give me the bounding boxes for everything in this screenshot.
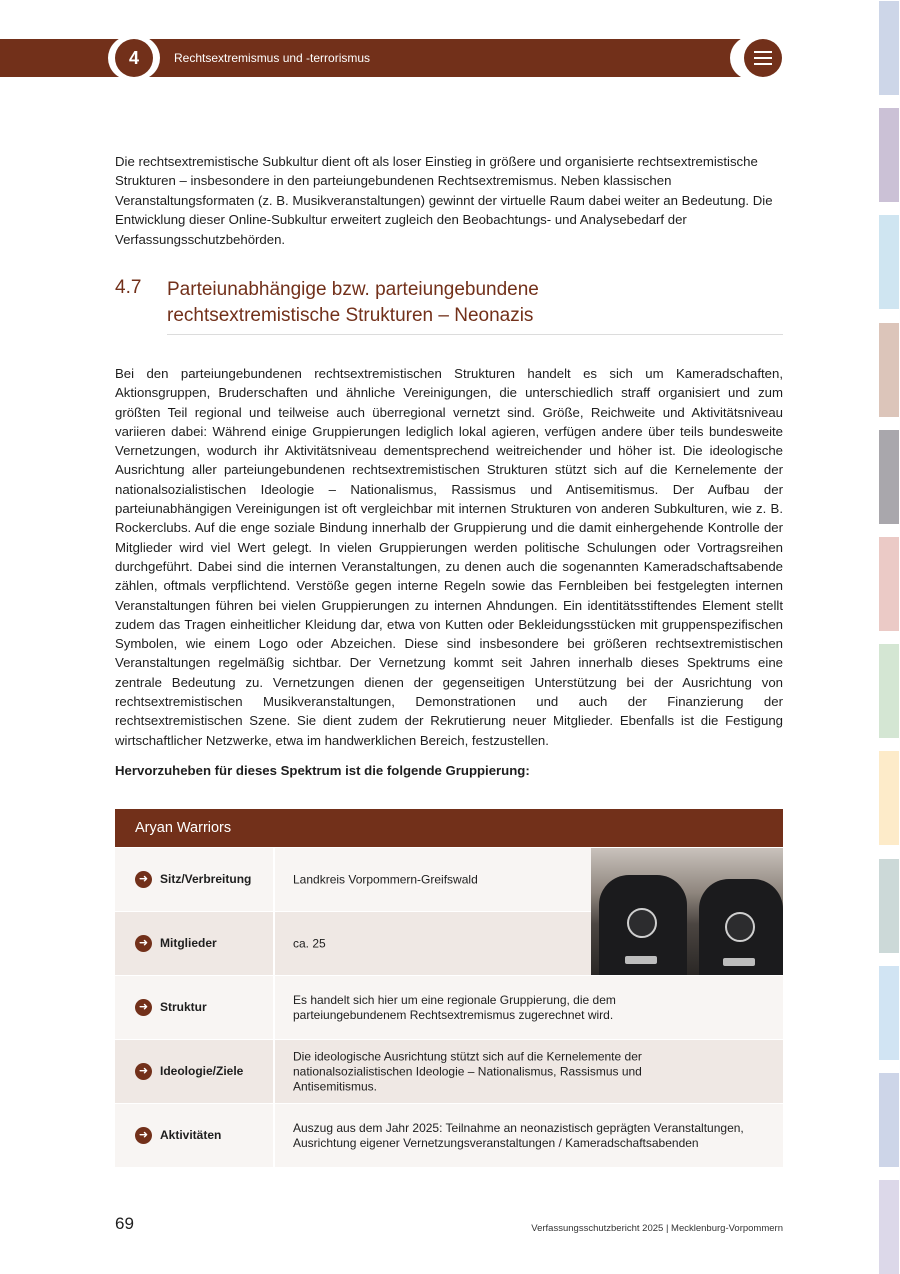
profile-row-value: Auszug aus dem Jahr 2025: Teilnahme an neonazistisch geprägten Veranstaltungen, Ausrichtung eigener Vernetzungsveranstaltungen / Kameradschaftsabenden [293,1120,744,1150]
section-number: 4.7 [115,277,142,298]
lead-in-text: Hervorzuheben für dieses Spektrum ist die folgende Gruppierung: [115,763,530,778]
body-paragraph: Bei den parteiungebundenen rechtsextremistischen Strukturen handelt es sich um Kameradschaften, Aktionsgruppen, Bruderschaften und ähnliche Vereinigungen, die unterschiedlich straff organisiert und zum größten Teil regional und teilweise auch überregional vernetzt sind. Größe, Reichweite und Aktivitätsniveau variieren dabei: Während einige Gruppierungen lediglich lokal agieren, verfügen andere über teils bundesweite Vernetzungen, wodurch ihr Aktivitätsniveau dementsprechend weitreichender und höher ist. Die ideologische Ausrichtung aller parteiungebundenen rechtsextremistischen Strukturen stützt sich auf die Kernelemente der nationalsozialistischen Ideologie – Nationalismus, Rassismus und Antisemitismus. Der Aufbau der parteiunabhängigen Vereinigungen ist oft vergleichbar mit internen Strukturen von anderen Subkulturen, wie z. B. Rockerclubs. Auf die enge soziale Bindung innerhalb der Gruppierung und die damit einhergehende Kontrolle der Mitglieder wird viel Wert gelegt. In vielen Gruppierungen werden politische Schulungen oder Vortragsreihen durchgeführt. Dabei sind die internen Veranstaltungen, zu denen auch die sogenannten Kameradschaftsabende zählen, oftmals verpflichtend. Verstöße gegen interne Regeln sowie das Fernbleiben bei festgelegten internen Veranstaltungen führen bei vielen Gruppierungen zu internen Ahndungen. Ein identitätsstiftendes Element stellt zudem das Tragen einheitlicher Kleidung dar, etwa von Kutten oder Bekleidungsstücken mit gruppenspezifischen Symbolen, wie einem Logo oder Abzeichen. Diese sind insbesondere bei größeren rechtsextremistischen Veranstaltungen regelmäßig sichtbar. Der Vernetzung kommt seit Jahren innerhalb dieses Spektrums eine zentrale Bedeutung zu. Vernetzungen dienen der gegenseitigen Unterstützung bei der Ausrichtung von rechtsextremistischen Musikveranstaltungen, Demonstrationen und auch der Finanzierung der rechtsextremistischen Szene. Sie dient zudem der Rekrutierung neuer Mitglieder. Ebenfalls ist die Festigung wirtschaftlicher Netzwerke, etwa im handwerklichen Bereich, festzustellen. [115,366,783,748]
profile-row-aktivitaeten [115,1104,783,1167]
chapter-tab-8[interactable] [879,751,899,845]
profile-row-label-cell [115,1104,273,1167]
profile-row-label-cell [115,848,273,911]
section-title-line-2: rechtsextremistische Strukturen – Neonazis [167,305,534,326]
menu-bar [754,63,772,65]
profile-row-struktur [115,976,783,1039]
arrow-right-circle-icon: ➜ [135,935,152,952]
section-title [167,277,727,329]
group-name-header: Aryan Warriors [115,809,783,847]
section-divider [167,334,783,335]
profile-row-label: Ideologie/Ziele [160,1064,244,1078]
profile-row-label: Struktur [160,1000,207,1014]
profile-row-label: Mitglieder [160,936,217,950]
group-members-photo [591,848,783,975]
chapter-tab-1[interactable] [879,1,899,95]
group-profile-table [115,809,783,1167]
intro-paragraph: Die rechtsextremistische Subkultur dient oft als loser Einstieg in größere und organisierte rechtsextremistische Strukturen – insbesondere in den parteiungebundenen Rechtsextremismus. Neben klassischen Veranstaltungsformaten (z. B. Musikveranstaltungen) gewinnt der virtuelle Raum dabei weiter an Bedeutung. Die Entwicklung dieser Online-Subkultur erweitert zugleich den Beobachtungs- und Analysebedarf der Verfassungsschutzbehörden. [115,154,773,247]
arrow-right-circle-icon: ➜ [135,999,152,1016]
menu-bar [754,51,772,53]
chapter-tab-6[interactable] [879,537,899,631]
group-emblem-icon [627,908,657,938]
profile-row-label-cell [115,912,273,975]
chapter-tab-12[interactable] [879,1180,899,1274]
chapter-tab-4[interactable] [879,323,899,417]
chapter-tab-9[interactable] [879,859,899,953]
group-emblem-icon [725,912,755,942]
profile-row-value-cell [275,976,783,1039]
region-patch-right [723,958,755,966]
arrow-right-circle-icon: ➜ [135,1127,152,1144]
region-patch-left [625,956,657,964]
profile-row-label: Sitz/Verbreitung [160,872,252,886]
page-number: 69 [115,1214,134,1233]
publication-footer: Verfassungsschutzbericht 2025 | Mecklenburg-Vorpommern [531,1223,783,1234]
profile-row-label-cell [115,976,273,1039]
section-title-line-1: Parteiunabhängige bzw. parteiungebundene [167,279,539,300]
arrow-right-circle-icon: ➜ [135,1063,152,1080]
chapter-tab-7[interactable] [879,644,899,738]
chapter-tab-5[interactable] [879,430,899,524]
chapter-tab-2[interactable] [879,108,899,202]
arrow-right-circle-icon: ➜ [135,871,152,888]
profile-row-value: Es handelt sich hier um eine regionale Gruppierung, die dem parteiungebundenem Rechtsextremismus zugerechnet wird. [293,992,616,1022]
profile-row-value: Landkreis Vorpommern-Greifswald [293,872,478,886]
chapter-title: Rechtsextremismus und -terrorismus [174,51,371,65]
chapter-tab-11[interactable] [879,1073,899,1167]
chapter-tab-10[interactable] [879,966,899,1060]
profile-row-label-cell [115,1040,273,1103]
profile-row-ideologie [115,1040,783,1103]
profile-row-value: ca. 25 [293,936,326,950]
chapter-number: 4 [115,39,153,77]
profile-row-value: Die ideologische Ausrichtung stützt sich auf die Kernelemente der nationalsozialistischen Ideologie – Nationalismus, Rassismus und Antisemitismus. [293,1049,642,1093]
chapter-tab-3[interactable] [879,215,899,309]
hamburger-menu-icon[interactable] [744,39,782,77]
profile-row-value-cell [275,1104,783,1167]
menu-bar [754,57,772,59]
profile-row-label: Aktivitäten [160,1128,222,1142]
profile-row-value-cell [275,1040,783,1103]
